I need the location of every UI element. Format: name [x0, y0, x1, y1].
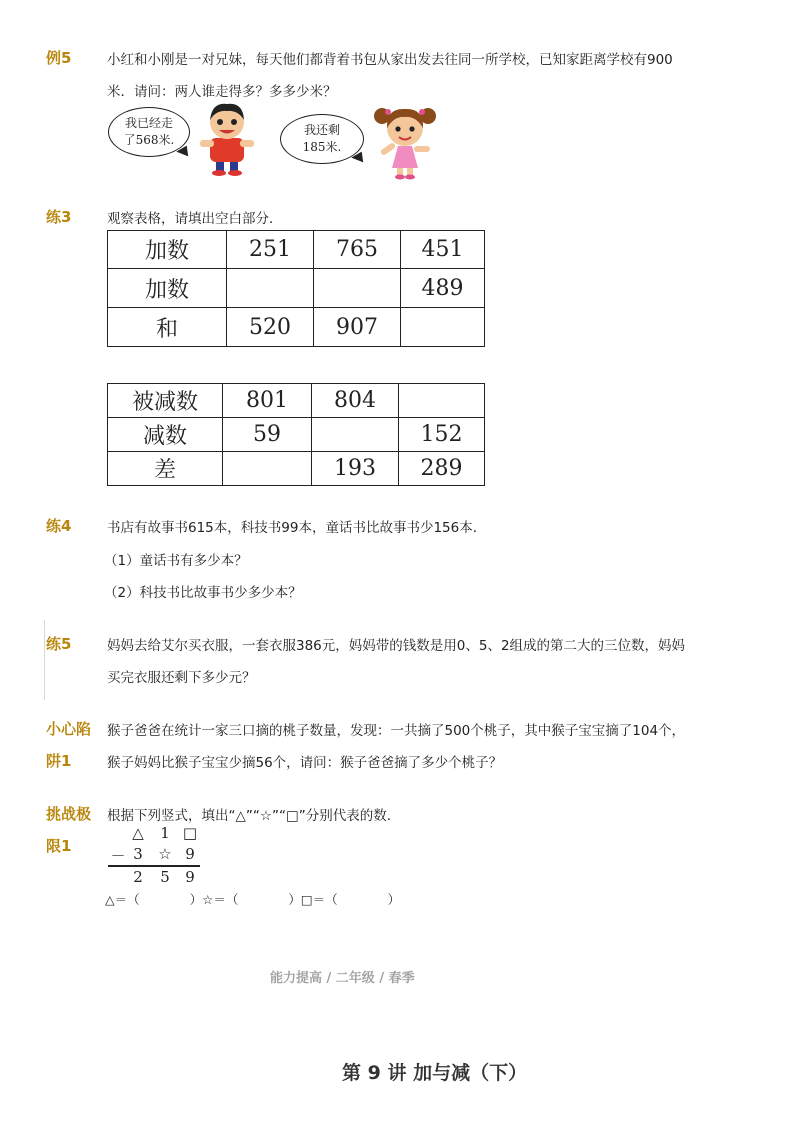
vertical-subtraction — [108, 822, 208, 886]
bubble-boy-line2: 了568米. — [123, 133, 175, 147]
vert-sum-line — [108, 865, 200, 867]
vert-row2-digit: 9 — [185, 845, 195, 863]
challenge-label-line2: 限1 — [46, 837, 72, 855]
vert-row2-star: ☆ — [158, 845, 172, 863]
table-cell: 289 — [399, 452, 485, 486]
lesson-title: 第 9 讲 加与减（下） — [342, 1062, 528, 1084]
table-cell: 489 — [401, 269, 485, 308]
table-cell: 765 — [314, 231, 401, 269]
table-cell: 59 — [223, 418, 312, 452]
table-cell: 451 — [401, 231, 485, 269]
boy-illustration — [196, 100, 258, 176]
vert-row3-digit: 5 — [160, 868, 170, 886]
table-cell: 804 — [312, 384, 399, 418]
practice-5-text-line2: 买完衣服还剩下多少元？ — [107, 670, 256, 686]
table-cell: 加数 — [108, 269, 227, 308]
table-row — [108, 231, 485, 269]
trap-text-line1: 猴子爸爸在统计一家三口摘的桃子数量，发现：一共摘了500个桃子，其中猴子宝宝摘了104个， — [107, 723, 686, 739]
example-5-text-line1: 小红和小刚是一对兄妹，每天他们都背着书包从家出发去往同一所学校，已知家距离学校有900 — [107, 52, 673, 68]
table-cell — [401, 308, 485, 347]
example-5-text-line2: 米．请问：两人谁走得多？多多少米？ — [107, 84, 337, 100]
bubble-boy-line1: 我已经走 — [124, 116, 173, 130]
subtraction-table — [107, 383, 485, 486]
vert-row1-square: □ — [182, 824, 198, 842]
table-cell: 520 — [227, 308, 314, 347]
trap-label-line1: 小心陷 — [46, 720, 92, 738]
table-cell: 差 — [108, 452, 223, 486]
bubble-girl-line2: 185米. — [302, 140, 342, 154]
table-cell — [399, 384, 485, 418]
table-cell: 被减数 — [108, 384, 223, 418]
practice-3-label: 练3 — [46, 208, 72, 226]
practice-4-label: 练4 — [46, 517, 72, 535]
trap-text-line2: 猴子妈妈比猴子宝宝少摘56个，请问：猴子爸爸摘了多少个桃子？ — [107, 755, 503, 771]
practice-5-label: 练5 — [46, 635, 72, 653]
table-cell: 193 — [312, 452, 399, 486]
table-cell — [312, 418, 399, 452]
table-cell: 251 — [227, 231, 314, 269]
addition-table — [107, 230, 485, 347]
table-cell: 减数 — [108, 418, 223, 452]
example-5-label: 例5 — [46, 49, 72, 67]
practice-4-question-1: （1）童话书有多少本？ — [104, 553, 248, 569]
challenge-label-line1: 挑战极 — [46, 805, 92, 823]
girl-illustration — [370, 102, 440, 180]
footer-subtitle: 能力提高 / 二年级 / 春季 — [270, 971, 415, 986]
trap-label-line2: 阱1 — [46, 752, 72, 770]
table-cell — [227, 269, 314, 308]
table-cell: 907 — [314, 308, 401, 347]
practice-4-text: 书店有故事书615本，科技书99本，童话书比故事书少156本． — [107, 520, 487, 536]
table-row — [108, 384, 485, 418]
table-row — [108, 269, 485, 308]
vert-row1-triangle: △ — [132, 824, 144, 842]
vert-row1-digit: 1 — [160, 824, 170, 842]
practice-3-text: 观察表格，请填出空白部分． — [107, 211, 283, 227]
table-row — [108, 418, 485, 452]
table-row — [108, 452, 485, 486]
practice-4-question-2: （2）科技书比故事书少多少本？ — [104, 585, 302, 601]
margin-rule-top — [44, 620, 45, 700]
vert-row2-digit: 3 — [133, 845, 143, 863]
vert-row3-digit: 9 — [185, 868, 195, 886]
table-cell: 152 — [399, 418, 485, 452]
table-cell: 801 — [223, 384, 312, 418]
challenge-answer-blanks: △＝（ ）☆＝（ ）□＝（ ） — [105, 892, 401, 907]
table-cell: 和 — [108, 308, 227, 347]
table-cell — [314, 269, 401, 308]
practice-5-text-line1: 妈妈去给艾尔买衣服，一套衣服386元，妈妈带的钱数是用0、5、2组成的第二大的三位数，妈妈 — [107, 638, 686, 654]
bubble-girl-line1: 我还剩 — [303, 123, 340, 137]
table-row — [108, 308, 485, 347]
table-cell: 加数 — [108, 231, 227, 269]
vert-row2-minus: － — [110, 847, 126, 865]
table-cell — [223, 452, 312, 486]
vert-row3-digit: 2 — [133, 868, 143, 886]
challenge-text: 根据下列竖式，填出“△”“☆”“□”分别代表的数． — [107, 808, 401, 824]
